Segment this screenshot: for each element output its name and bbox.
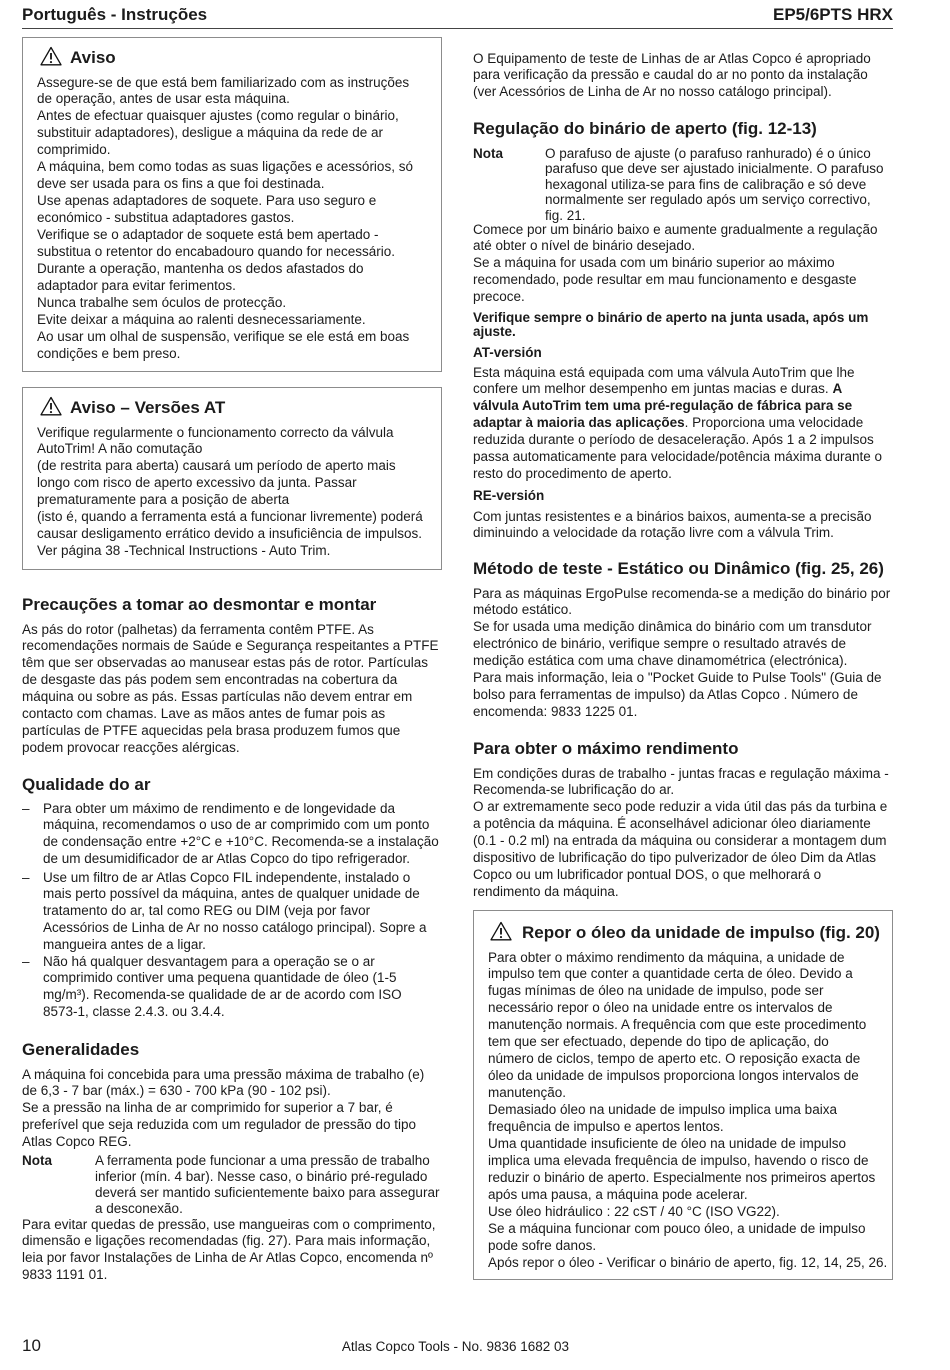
warning-paragraph: A máquina, bem como todas as suas ligações e acessórios, só deve ser usada para os fins a que foi destinada. bbox=[37, 159, 413, 192]
page-number: 10 bbox=[22, 1336, 41, 1355]
warning-paragraph: Use apenas adaptadores de soquete. Para uso seguro e económico - substitua adaptadores gastos. bbox=[37, 193, 377, 226]
list-item-text: Não há qualquer desvantagem para a operação se o ar comprimido contiver uma pequena quantidade de óleo (1-5 mg/m³). Recomenda-se qualidade de ar de acordo com ISO 8573-1, classe 2.4.3. ou 3.4.4. bbox=[43, 953, 402, 1020]
at-version-text-part: . Proporciona uma velocidade reduzida durante o período de desaceleração. Após 1 a 2 impulsos passa automaticamente para velocidade/potência máxima durante o resto do procedimento de aperto. bbox=[473, 415, 882, 482]
section-heading-general: Generalidades bbox=[22, 1040, 140, 1059]
note-label: Nota bbox=[473, 145, 503, 161]
test-method-text: Para as máquinas ErgoPulse recomenda-se a medição do binário por método estático. Se for usada uma medição dinâmica do binário com um transdutor electrónico de binário, verifique sempre o resultado através de medição estática com uma chave dinamométrica (electrónica). Para mais informação, leia o "Pocket Guide to Pulse Tools" (Guia de bolso para ferramentas de impulso) da Atlas Copco . Número de encomenda: 9833 1225 01. bbox=[473, 585, 891, 720]
re-version-label: RE-versión bbox=[473, 488, 545, 503]
note-text: O parafuso de ajuste (o parafuso ranhurado) é o único parafuso que deve ser ajustado inicialmente. O parafuso hexagonal utiliza-se para fins de calibração e só deve normalmente ser regulado após um serviço correctivo, fig. 21. bbox=[545, 145, 884, 223]
page-header-title: Português - Instruções bbox=[22, 5, 208, 24]
torque-text: Comece por um binário baixo e aumente gradualmente a regulação até obter o nível de binário desejado. Se a máquina for usada com um binário superior ao máximo recomendado, pode resultar em mau funcionamento e desgaste precoce. bbox=[473, 221, 878, 305]
general-text-1: A máquina foi concebida para uma pressão máxima de trabalho (e) de 6,3 - 7 bar (máx.) = 630 - 700 kPa (90 - 102 psi). Se a pressão na linha de ar comprimido for superior a 7 bar, é preferível que seja reduzida com um regulador de pressão do tipo Atlas Copco REG. bbox=[22, 1066, 425, 1150]
at-version-text-bold: A válvula AutoTrim tem uma pré-regulação de fábrica para se adaptar à maioria das aplicações bbox=[473, 381, 853, 431]
section-heading-torque: Regulação do binário de aperto (fig. 12-13) bbox=[473, 119, 817, 138]
max-performance-text: Em condições duras de trabalho - juntas fracas e regulação máxima - Recomenda-se lubrificação do ar. O ar extremamente seco pode reduzir a vida útil das pás da turbina e a potência da máquina. É aconselhável adicionar óleo diariamente (0.1 - 0.2 ml) na entrada da máquina ou considerar a montagem dum dispositivo de lubrificação do tipo pulverizador de óleo Dim da Atlas Copco ou um lubrificador pontual DOS, o que melhorará o rendimento da máquina. bbox=[473, 765, 889, 900]
warning-paragraph: Nunca trabalhe sem óculos de protecção. bbox=[37, 294, 287, 310]
oil-refill-title: Repor o óleo da unidade de impulso (fig. 20) bbox=[522, 923, 880, 942]
at-version-text-part: Esta máquina está equipada com uma válvula AutoTrim que lhe confere um melhor desempenho em juntas macias e duras. bbox=[473, 364, 855, 397]
list-bullet: – bbox=[22, 800, 30, 816]
list-bullet: – bbox=[22, 869, 30, 885]
section-heading-ptfe: Precauções a tomar ao desmontar e montar bbox=[22, 595, 377, 614]
oil-refill-text: Para obter o máximo rendimento da máquina, a unidade de impulso tem que conter a quantidade certa de óleo. Devido a fugas mínimas de óleo na unidade de impulso, pode ser necessário repor o óleo na unidade entre os intervalos de manutenção normais. A frequência com que este procedimento tem que ser efectuado, depende do tipo de aplicação, do número de ciclos, tempo de aperto etc. O reposição exacta de óleo da unidade de impulsos proporciona longos intervalos de manutenção. Demasiado óleo na unidade de impulso implica uma baixa frequência de impulso e apertos lentos. Uma quantidade insuficiente de óleo na unidade de impulso implica uma elevada frequência de impulso, havendo o risco de reduzir o binário de aperto. Especialmente nos primeiros apertos após uma pausa, a máquina pode acelerar. Use óleo hidráulico : 22 cST / 40 °C (ISO VG22). Se a máquina funcionar com pouco óleo, a unidade de impulso pode sofre danos. Após repor o óleo - Verificar o binário de aperto, fig. 12, 14, 25, 26. bbox=[488, 949, 888, 1270]
warning-paragraph: Durante a operação, mantenha os dedos afastados do adaptador para evitar ferimentos. bbox=[37, 260, 364, 293]
ptfe-text: As pás do rotor (palhetas) da ferramenta contêm PTFE. As recomendações normais de Saúde e Segurança respeitantes a PTFE têm que ser observadas ao manusear estas pás de rotor. Partículas de desgaste das pás podem sem encontradas na cobertura da máquina ou sobre as pás. Essas partículas não devem entrar em contacto com chamas. Lave as mãos antes de fumar pois as partículas de PTFE aquecidas pela brasa produzem fumos que podem provocar reacções alérgicas. bbox=[22, 621, 439, 756]
section-heading-max-performance: Para obter o máximo rendimento bbox=[473, 739, 739, 758]
list-bullet: – bbox=[22, 953, 30, 969]
warning-paragraph: Antes de efectuar quaisquer ajustes (como regular o binário, substituir adaptadores), desligue a máquina da rede de ar comprimido. bbox=[37, 108, 399, 158]
warning-paragraph: Verifique se o adaptador de soquete está bem apertado - substitua o retentor do encabadouro quando for necessário. bbox=[37, 227, 395, 260]
warning-paragraph: Assegure-se de que está bem familiarizado com as instruções de operação, antes de usar esta máquina. bbox=[37, 74, 410, 107]
warning-title: Aviso bbox=[70, 48, 116, 67]
warning-at-box bbox=[22, 387, 442, 570]
oil-refill-box bbox=[473, 910, 893, 1280]
section-heading-test-method: Método de teste - Estático ou Dinâmico (fig. 25, 26) bbox=[473, 559, 884, 578]
list-item-text: Para obter um máximo de rendimento e de longevidade da máquina, recomendamos o uso de ar comprimido com um ponto de condensação entre +2°C e +10°C. Recomenda-se a instalação de um desumidificador de ar Atlas Copco do tipo refrigerador. bbox=[43, 800, 439, 867]
note-text: A ferramenta pode funcionar a uma pressão de trabalho inferior (mín. 4 bar). Nesse caso, o binário pré-regulado deverá ser mantido suficientemente baixo para assegurar a desconexão. bbox=[95, 1153, 440, 1216]
warning-triangle-icon bbox=[40, 396, 62, 416]
footer-document-number: Atlas Copco Tools - No. 9836 1682 03 bbox=[341, 1339, 570, 1354]
re-version-text: Com juntas resistentes e a binários baixos, aumenta-se a precisão diminuindo a velocidade da rotação livre com a válvula Trim. bbox=[473, 508, 872, 541]
warning-paragraph: Evite deixar a máquina ao ralenti desnecessariamente. bbox=[37, 311, 366, 327]
warning-at-title: Aviso – Versões AT bbox=[70, 398, 226, 417]
section-heading-air-quality: Qualidade do ar bbox=[22, 775, 151, 794]
warning-box bbox=[22, 37, 442, 372]
warning-at-body: Verifique regularmente o funcionamento correcto da válvula AutoTrim! A não comutação (de restrita para aberta) causará um período de aperto mais longo com risco de aperto excessivo da junta. Passar prematuramente para a posição de aberta (isto é, quando a ferramenta está a funcionar livremente) poderá causar desligamento errático devido a insuficiência de impulsos. Ver página 38 -Technical Instructions - Auto Trim. bbox=[37, 424, 423, 559]
torque-check-notice: Verifique sempre o binário de aperto na junta usada, após um ajuste. bbox=[473, 310, 869, 339]
warning-body bbox=[37, 75, 413, 363]
general-text-2: Para evitar quedas de pressão, use mangueiras com o comprimento, dimensão e ligações recomendadas (fig. 27). Para mais informação, leia por favor Instalações de Linha de Ar Atlas Copco, encomenda nº 9833 1191 01. bbox=[22, 1216, 436, 1283]
warning-triangle-icon bbox=[40, 46, 62, 66]
page-header-model: EP5/6PTS HRX bbox=[773, 5, 893, 24]
at-version-text bbox=[473, 365, 882, 484]
header-rule bbox=[22, 28, 893, 29]
testing-equipment-text: O Equipamento de teste de Linhas de ar Atlas Copco é apropriado para verificação da pressão e caudal do ar no ponto da instalação (ver Acessórios de Linha de Ar no nosso catálogo principal). bbox=[473, 50, 871, 100]
note-label: Nota bbox=[22, 1153, 52, 1168]
warning-paragraph: Ao usar um olhal de suspensão, verifique se ele está em boas condições e bem preso. bbox=[37, 328, 410, 361]
at-version-label: AT-versión bbox=[473, 345, 542, 360]
list-item-text: Use um filtro de ar Atlas Copco FIL independente, instalado o mais perto possível da máquina, antes de qualquer unidade de tratamento do ar, tal como REG ou DIM (veja por favor Acessórios de Linha de Ar no nosso catálogo principal). Sopre a mangueira antes de a ligar. bbox=[43, 869, 427, 953]
warning-triangle-icon bbox=[490, 921, 512, 941]
